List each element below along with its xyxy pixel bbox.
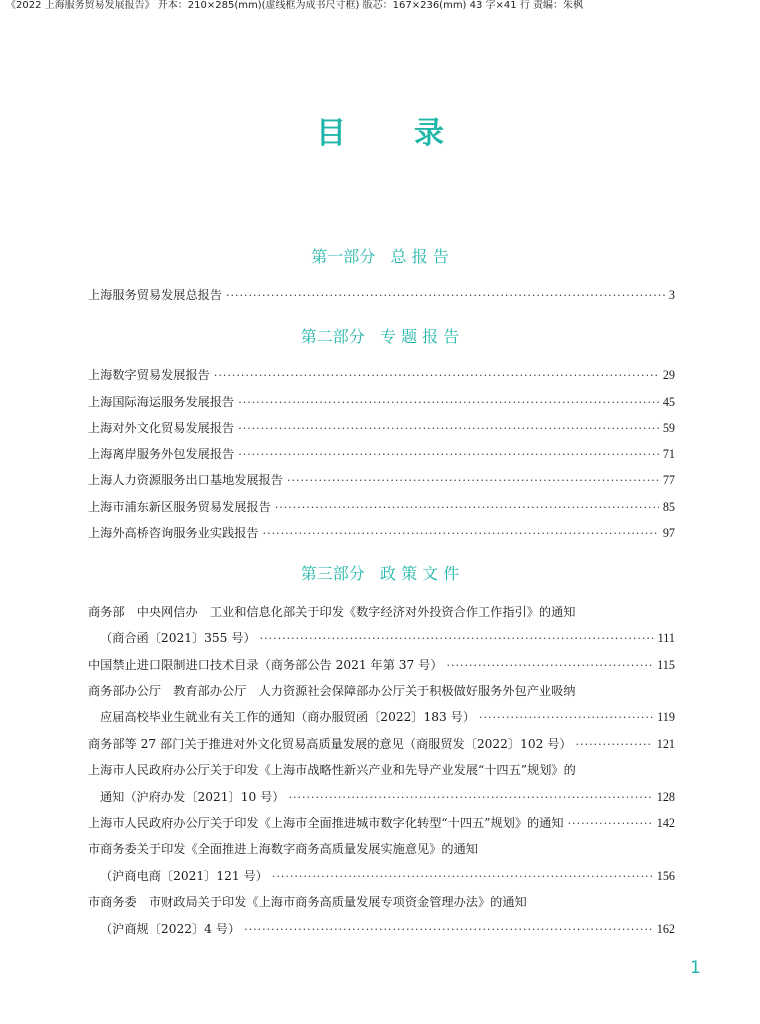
toc-entry-text: 上海人力资源服务出口基地发展报告: [88, 473, 283, 487]
page-title: 目录: [316, 116, 512, 151]
toc-entry-line[interactable]: 商务部 中央网信办 工业和信息化部关于印发《数字经济对外投资合作工作指引》的通知: [88, 605, 576, 619]
toc-entry[interactable]: [88, 471, 675, 489]
dot-leader: [226, 287, 665, 305]
toc-entry-text: （沪商规〔2022〕4 号）: [100, 922, 241, 936]
section-title-part-1: 第一部分 总 报 告: [311, 247, 449, 266]
toc-entry[interactable]: [88, 498, 675, 516]
toc-entry[interactable]: [88, 286, 675, 304]
dot-leader: [287, 472, 659, 490]
toc-entry[interactable]: [88, 393, 675, 411]
dot-leader: [568, 815, 653, 833]
toc-entry-text: 上海外高桥咨询服务业实践报告: [88, 526, 259, 540]
toc-entry-text: 上海市浦东新区服务贸易发展报告: [88, 500, 271, 514]
toc-entry-page: 97: [662, 526, 675, 540]
toc-entry-page: 59: [662, 421, 675, 435]
toc-entry-text: 通知（沪府办发〔2021〕10 号）: [100, 790, 285, 804]
toc-entry-text: 中国禁止进口限制进口技术目录（商务部公告 2021 年第 37 号）: [88, 658, 443, 672]
dot-leader: [576, 736, 653, 754]
toc-entry[interactable]: [88, 445, 675, 463]
toc-entry-page: 45: [662, 395, 675, 409]
toc-entry-text: 上海对外文化贸易发展报告: [88, 421, 235, 435]
toc-entry-text: 上海服务贸易发展总报告: [88, 288, 223, 302]
toc-entry-page: 111: [657, 631, 675, 645]
toc-entry-text: 上海离岸服务外包发展报告: [88, 447, 235, 461]
toc-entry-line[interactable]: 上海市人民政府办公厅关于印发《上海市战略性新兴产业和先导产业发展“十四五”规划》的: [88, 763, 576, 777]
toc-entry[interactable]: [88, 656, 675, 674]
toc-entry-page: 71: [662, 447, 675, 461]
toc-entry[interactable]: [88, 524, 675, 542]
section-title-part-2: 第二部分 专 题 报 告: [300, 327, 460, 346]
toc-entry[interactable]: [100, 867, 675, 885]
toc-entry-text: （商合函〔2021〕355 号）: [100, 631, 256, 645]
toc-entry-text: 商务部等 27 部门关于推进对外文化贸易高质量发展的意见（商服贸发〔2022〕102 号）: [88, 737, 572, 751]
toc-entry[interactable]: [88, 735, 675, 753]
toc-entry[interactable]: [100, 708, 675, 726]
dot-leader: [272, 868, 653, 886]
dot-leader: [263, 525, 659, 543]
toc-entry-page: 121: [656, 737, 675, 751]
dot-leader: [447, 657, 654, 675]
toc-entry-line[interactable]: 商务部办公厅 教育部办公厅 人力资源社会保障部办公厅关于积极做好服务外包产业吸纳: [88, 684, 576, 698]
page-number: 1: [690, 958, 701, 978]
dot-leader: [244, 921, 653, 939]
toc-entry-page: 85: [662, 500, 675, 514]
toc-entry-text: 上海数字贸易发展报告: [88, 368, 210, 382]
toc-entry-page: 142: [656, 816, 675, 830]
toc-entry-page: 156: [656, 869, 675, 883]
toc-entry[interactable]: [100, 629, 675, 647]
toc-entry[interactable]: [88, 814, 675, 832]
toc-entry[interactable]: [100, 920, 675, 938]
toc-entry[interactable]: [88, 419, 675, 437]
dot-leader: [275, 499, 659, 517]
dot-leader: [479, 709, 653, 727]
toc-entry-page: 3: [668, 288, 675, 302]
toc-entry-text: 上海国际海运服务发展报告: [88, 395, 235, 409]
dot-leader: [238, 446, 659, 464]
dot-leader: [238, 420, 659, 438]
toc-entry-line[interactable]: 市商务委关于印发《全面推进上海数字商务高质量发展实施意见》的通知: [88, 842, 478, 856]
print-spec-header: 《2022 上海服务贸易发展报告》 开本：210×285(mm)(虚线框为成书尺寸框) 版芯：167×236(mm) 43 字×41 行 责编：朱枫: [6, 0, 584, 11]
toc-entry[interactable]: [100, 788, 675, 806]
toc-entry-text: （沪商电商〔2021〕121 号）: [100, 869, 268, 883]
toc-entry-text: 上海市人民政府办公厅关于印发《上海市全面推进城市数字化转型“十四五”规划》的通知: [88, 816, 564, 830]
toc-entry-page: 128: [656, 790, 675, 804]
dot-leader: [214, 367, 659, 385]
toc-entry[interactable]: [88, 366, 675, 384]
dot-leader: [260, 630, 654, 648]
toc-entry-line[interactable]: 市商务委 市财政局关于印发《上海市商务高质量发展专项资金管理办法》的通知: [88, 895, 527, 909]
toc-entry-page: 119: [657, 710, 675, 724]
toc-entry-page: 162: [656, 922, 675, 936]
section-title-part-3: 第三部分 政 策 文 件: [300, 564, 460, 583]
toc-entry-page: 77: [662, 473, 675, 487]
toc-entry-page: 115: [657, 658, 675, 672]
dot-leader: [238, 394, 659, 412]
toc-entry-text: 应届高校毕业生就业有关工作的通知（商办服贸函〔2022〕183 号）: [100, 710, 476, 724]
toc-entry-page: 29: [662, 368, 675, 382]
dot-leader: [288, 789, 652, 807]
